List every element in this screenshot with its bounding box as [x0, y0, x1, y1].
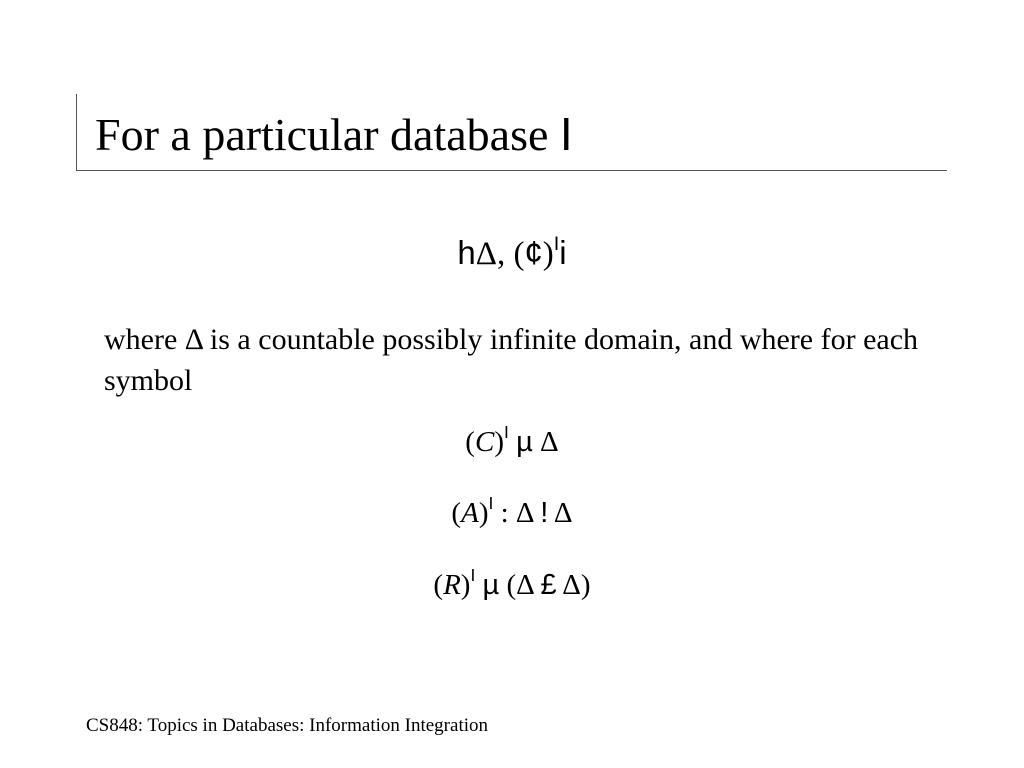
- formula-role-close: ): [460, 569, 471, 601]
- main-formula-superscript: I: [553, 233, 560, 255]
- formula-attribute-rhs: Δ: [548, 497, 573, 529]
- formula-attribute-open: (: [451, 497, 462, 529]
- formula-role-var: R: [443, 569, 461, 601]
- slide-footer: CS848: Topics in Databases: Information Integration: [86, 715, 488, 736]
- main-formula-delta: Δ: [475, 236, 497, 272]
- main-formula-close: ): [542, 236, 554, 272]
- formula-role-sup: I: [470, 565, 476, 586]
- formula-role-times: £: [540, 569, 557, 601]
- formula-attribute-sup: I: [488, 493, 494, 514]
- main-formula-cent: ¢: [524, 234, 543, 271]
- formula-concept-rel: µ: [516, 426, 533, 458]
- formula-concept-var: C: [474, 426, 495, 458]
- title-horizontal-rule: [76, 170, 947, 171]
- formula-attribute-close: ): [478, 497, 489, 529]
- slide-title-text: For a particular database: [95, 109, 549, 160]
- formula-role-rhs-open: (Δ: [499, 569, 541, 601]
- main-formula: [0, 232, 1024, 275]
- body-text: where Δ is a countable possibly infinite domain, and where for each symbol: [104, 323, 919, 397]
- formula-concept-sup: I: [503, 422, 509, 443]
- formula-attribute-var: A: [461, 497, 479, 529]
- formula-role-rhs-close: Δ): [556, 569, 591, 601]
- formula-role-open: (: [433, 569, 444, 601]
- formula-attribute: [0, 495, 1024, 531]
- main-formula-sep: , (: [496, 236, 525, 272]
- formula-concept-rhs: Δ: [532, 426, 559, 458]
- main-formula-close-angle: i: [559, 234, 567, 271]
- formula-concept-close: ): [494, 426, 504, 458]
- main-formula-open-angle: h: [457, 234, 476, 271]
- slide-title: [95, 106, 573, 163]
- title-vertical-rule: [76, 94, 77, 170]
- formula-attribute-arrow: !: [540, 497, 549, 529]
- formula-role-rel: µ: [482, 569, 500, 601]
- formula-attribute-rel: : Δ: [493, 497, 541, 529]
- slide-title-symbol: I: [559, 108, 573, 160]
- formula-role: [0, 567, 1024, 603]
- formula-concept: [0, 424, 1024, 460]
- formula-concept-open: (: [465, 426, 475, 458]
